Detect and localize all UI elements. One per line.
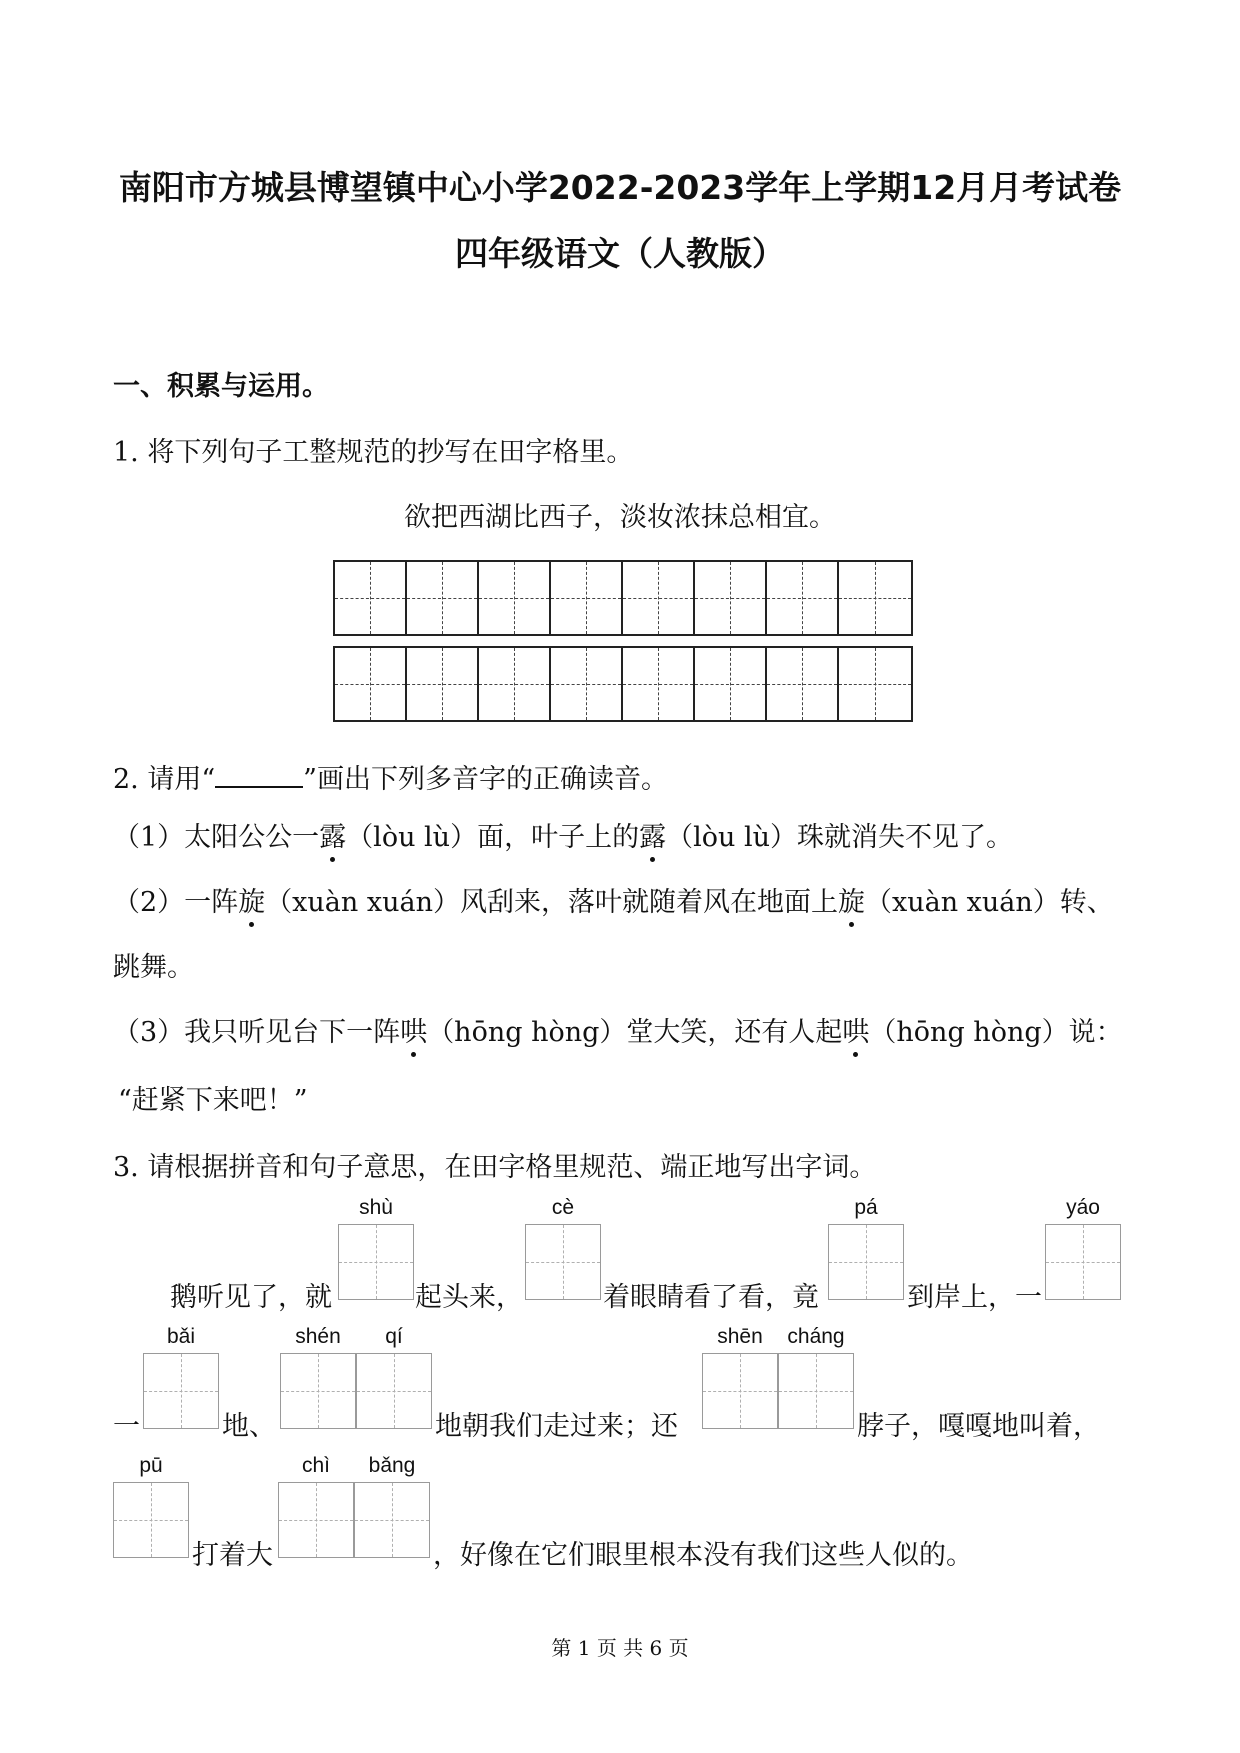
grid-cell[interactable]	[767, 562, 839, 634]
pinyin-label: bǎng	[368, 1454, 416, 1477]
q3-text: ，好像在它们眼里根本没有我们这些人似的。	[433, 1540, 973, 1571]
exam-title: 南阳市方城县博望镇中心小学2022-2023学年上学期12月月考试卷	[118, 168, 1122, 207]
grid-cell[interactable]	[695, 648, 767, 720]
answer-box[interactable]	[828, 1224, 904, 1300]
q3-text: 着眼睛看了看，竟	[603, 1282, 819, 1313]
pinyin-label: cháng	[787, 1325, 845, 1348]
question-2-sentence-2-cont: 跳舞。	[113, 952, 194, 983]
pinyin-label: bǎi	[166, 1325, 196, 1348]
grid-cell[interactable]	[335, 648, 407, 720]
grid-cell[interactable]	[479, 648, 551, 720]
q3-text: 脖子，嘎嘎地叫着，	[857, 1411, 1100, 1442]
answer-box[interactable]	[278, 1482, 354, 1558]
q3-text: 打着大	[192, 1540, 273, 1571]
pinyin-label: qí	[385, 1325, 403, 1348]
question-2-sentence-1	[113, 815, 1013, 854]
pinyin-options[interactable]: （xuàn xuán）转、	[864, 887, 1114, 918]
grid-cell[interactable]	[695, 562, 767, 634]
answer-box[interactable]	[525, 1224, 601, 1300]
pinyin-label: chì	[301, 1454, 330, 1477]
answer-box[interactable]	[702, 1353, 778, 1429]
pinyin-options[interactable]: （lòu lù）珠就消失不见了。	[666, 822, 1013, 853]
dotted-char: 旋	[837, 887, 865, 918]
dotted-char: 哄	[842, 1017, 870, 1048]
q3-text: 起头来，	[415, 1282, 523, 1313]
pinyin-options[interactable]: （lòu lù）面，叶子上的	[346, 822, 640, 853]
section-heading: 一、积累与运用。	[113, 371, 329, 402]
pinyin-label: shén	[295, 1325, 341, 1348]
prompt-text: 2. 请用“	[113, 764, 216, 795]
question-2-sentence-3	[113, 1010, 1123, 1049]
pinyin-label: pá	[854, 1196, 878, 1219]
grid-cell[interactable]	[551, 562, 623, 634]
question-2-sentence-2	[113, 880, 1114, 919]
q3-text: 鹅听见了，就	[170, 1282, 332, 1313]
sentence-text: （2）一阵	[113, 887, 239, 918]
pinyin-label: yáo	[1066, 1196, 1100, 1219]
answer-box[interactable]	[356, 1353, 432, 1429]
pinyin-label: shù	[359, 1196, 393, 1219]
pinyin-label: cè	[551, 1196, 575, 1219]
grid-cell[interactable]	[407, 562, 479, 634]
grid-cell[interactable]	[479, 562, 551, 634]
exam-subtitle: 四年级语文（人教版）	[455, 234, 785, 273]
question-1-prompt: 1. 将下列句子工整规范的抄写在田字格里。	[113, 437, 634, 468]
answer-box[interactable]	[113, 1482, 189, 1558]
sentence-text: （3）我只听见台下一阵	[113, 1017, 401, 1048]
pinyin-label: shēn	[717, 1325, 763, 1348]
sentence-text: （1）太阳公公一	[113, 822, 320, 853]
pinyin-label: pū	[139, 1454, 163, 1477]
grid-cell[interactable]	[407, 648, 479, 720]
writing-grid-row-2[interactable]	[333, 646, 913, 722]
pinyin-options[interactable]: （hōng hòng）堂大笑，还有人起	[427, 1017, 843, 1048]
question-3-prompt: 3. 请根据拼音和句子意思，在田字格里规范、端正地写出字词。	[113, 1152, 877, 1183]
prompt-text: ”画出下列多音字的正确读音。	[303, 764, 668, 795]
grid-cell[interactable]	[767, 648, 839, 720]
question-2-sentence-3-cont: “赶紧下来吧！”	[118, 1085, 308, 1116]
dotted-char: 露	[639, 822, 667, 853]
q3-text: 地、	[222, 1411, 276, 1442]
q3-text: 到岸上，一	[907, 1282, 1042, 1313]
answer-box[interactable]	[1045, 1224, 1121, 1300]
q3-text: 一	[113, 1411, 140, 1442]
grid-cell[interactable]	[623, 648, 695, 720]
grid-cell[interactable]	[839, 562, 911, 634]
underline-sample	[215, 768, 303, 788]
answer-box[interactable]	[143, 1353, 219, 1429]
answer-box[interactable]	[354, 1482, 430, 1558]
answer-box[interactable]	[338, 1224, 414, 1300]
dotted-char: 哄	[400, 1017, 428, 1048]
answer-box[interactable]	[778, 1353, 854, 1429]
poem-line: 欲把西湖比西子，淡妆浓抹总相宜。	[404, 502, 836, 533]
pinyin-options[interactable]: （xuàn xuán）风刮来，落叶就随着风在地面上	[265, 887, 838, 918]
question-2-prompt	[113, 757, 668, 796]
grid-cell[interactable]	[335, 562, 407, 634]
page-footer: 第 1 页 共 6 页	[551, 1636, 689, 1660]
answer-box[interactable]	[280, 1353, 356, 1429]
grid-cell[interactable]	[623, 562, 695, 634]
q3-text: 地朝我们走过来；还	[435, 1411, 678, 1442]
pinyin-options[interactable]: （hōng hòng）说：	[869, 1017, 1123, 1048]
dotted-char: 旋	[238, 887, 266, 918]
grid-cell[interactable]	[551, 648, 623, 720]
writing-grid-row-1[interactable]	[333, 560, 913, 636]
grid-cell[interactable]	[839, 648, 911, 720]
dotted-char: 露	[319, 822, 347, 853]
